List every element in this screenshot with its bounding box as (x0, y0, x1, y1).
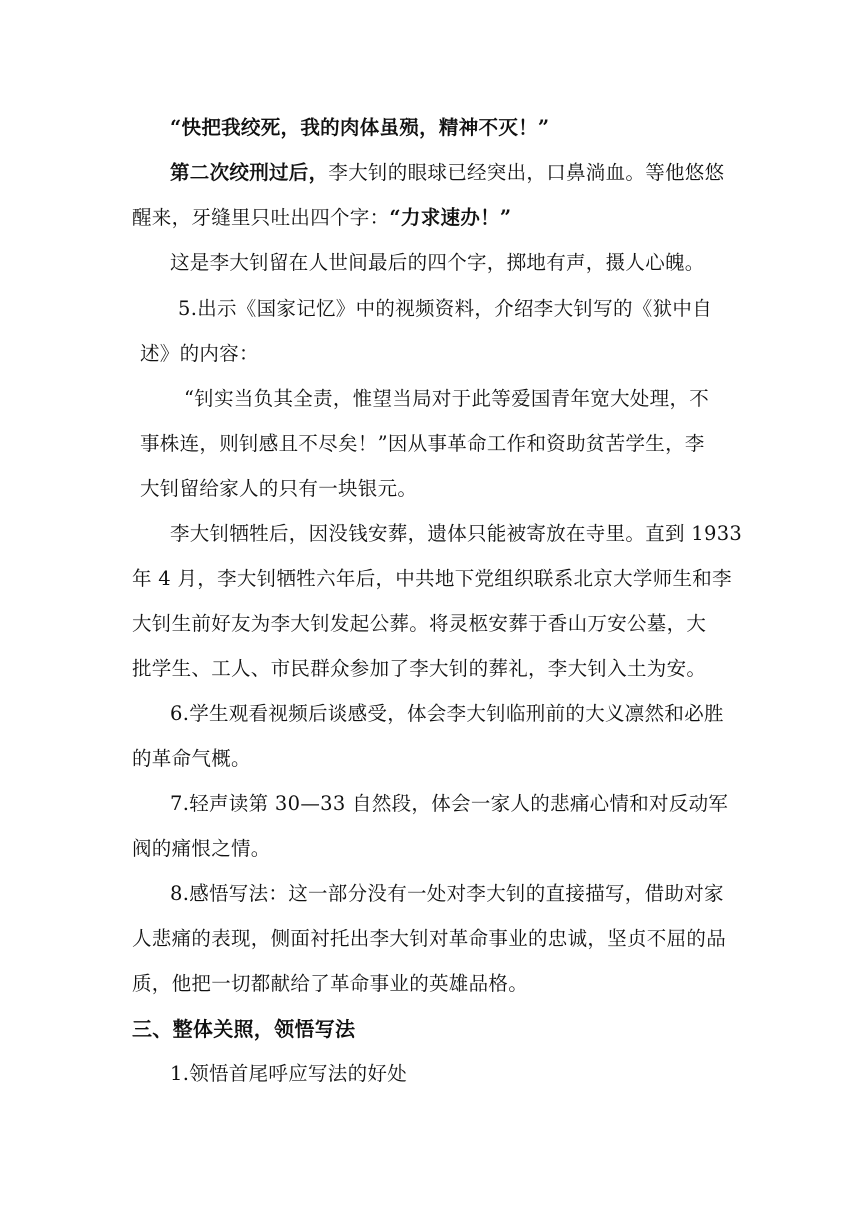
paragraph-line: 大钊生前好友为李大钊发起公葬。将灵柩安葬于香山万安公墓，大 (132, 612, 707, 635)
paragraph-line: 8.感悟写法：这一部分没有一处对李大钊的直接描写，借助对家 (170, 882, 724, 905)
paragraph-line: 人悲痛的表现，侧面衬托出李大钊对革命事业的忠诚，坚贞不屈的品 (132, 927, 727, 950)
bold-lead-text: 第二次绞刑过后， (170, 161, 329, 184)
paragraph-line (170, 160, 724, 186)
paragraph-line: 述》的内容： (140, 342, 259, 365)
paragraph-line: 事株连，则钊感且不尽矣！”因从事革命工作和资助贫苦学生，李 (140, 432, 705, 455)
paragraph-line: 6.学生观看视频后谈感受，体会李大钊临刑前的大义凛然和必胜 (170, 702, 724, 725)
paragraph-line: 7.轻声读第 30—33 自然段，体会一家人的悲痛心情和对反动军 (170, 792, 729, 815)
paragraph-line: 李大钊牺牲后，因没钱安葬，遗体只能被寄放在寺里。直到 1933 (170, 522, 743, 545)
paragraph-line: 这是李大钊留在人世间最后的四个字，掷地有声，摄人心魄。 (170, 251, 705, 274)
paragraph-line: 年 4 月，李大钊牺牲六年后，中共地下党组织联系北京大学师生和李 (132, 567, 732, 590)
paragraph-line (132, 205, 511, 231)
body-text: 李大钊的眼球已经突出，口鼻淌血。等他悠悠 (328, 161, 725, 184)
body-text: 醒来，牙缝里只吐出四个字： (132, 206, 390, 229)
paragraph-line: 的革命气概。 (132, 747, 251, 770)
quote-paragraph: “快把我绞死，我的肉体虽殒，精神不灭！” (170, 116, 550, 139)
bold-quote-text: “力求速办！” (389, 206, 512, 229)
paragraph-line: 阀的痛恨之情。 (132, 837, 271, 860)
paragraph-line: 1.领悟首尾呼应写法的好处 (170, 1062, 408, 1085)
paragraph-line: 大钊留给家人的只有一块银元。 (140, 477, 418, 500)
paragraph-line: 质，他把一切都献给了革命事业的英雄品格。 (132, 972, 529, 995)
paragraph-line: 批学生、工人、市民群众参加了李大钊的葬礼，李大钊入土为安。 (132, 657, 707, 680)
paragraph-line: 5.出示《国家记忆》中的视频资料，介绍李大钊写的《狱中自 (178, 297, 713, 320)
paragraph-line: “钊实当负其全责，惟望当局对于此等爱国青年宽大处理，不 (184, 387, 710, 410)
section-heading: 三、整体关照，领悟写法 (132, 1017, 356, 1041)
